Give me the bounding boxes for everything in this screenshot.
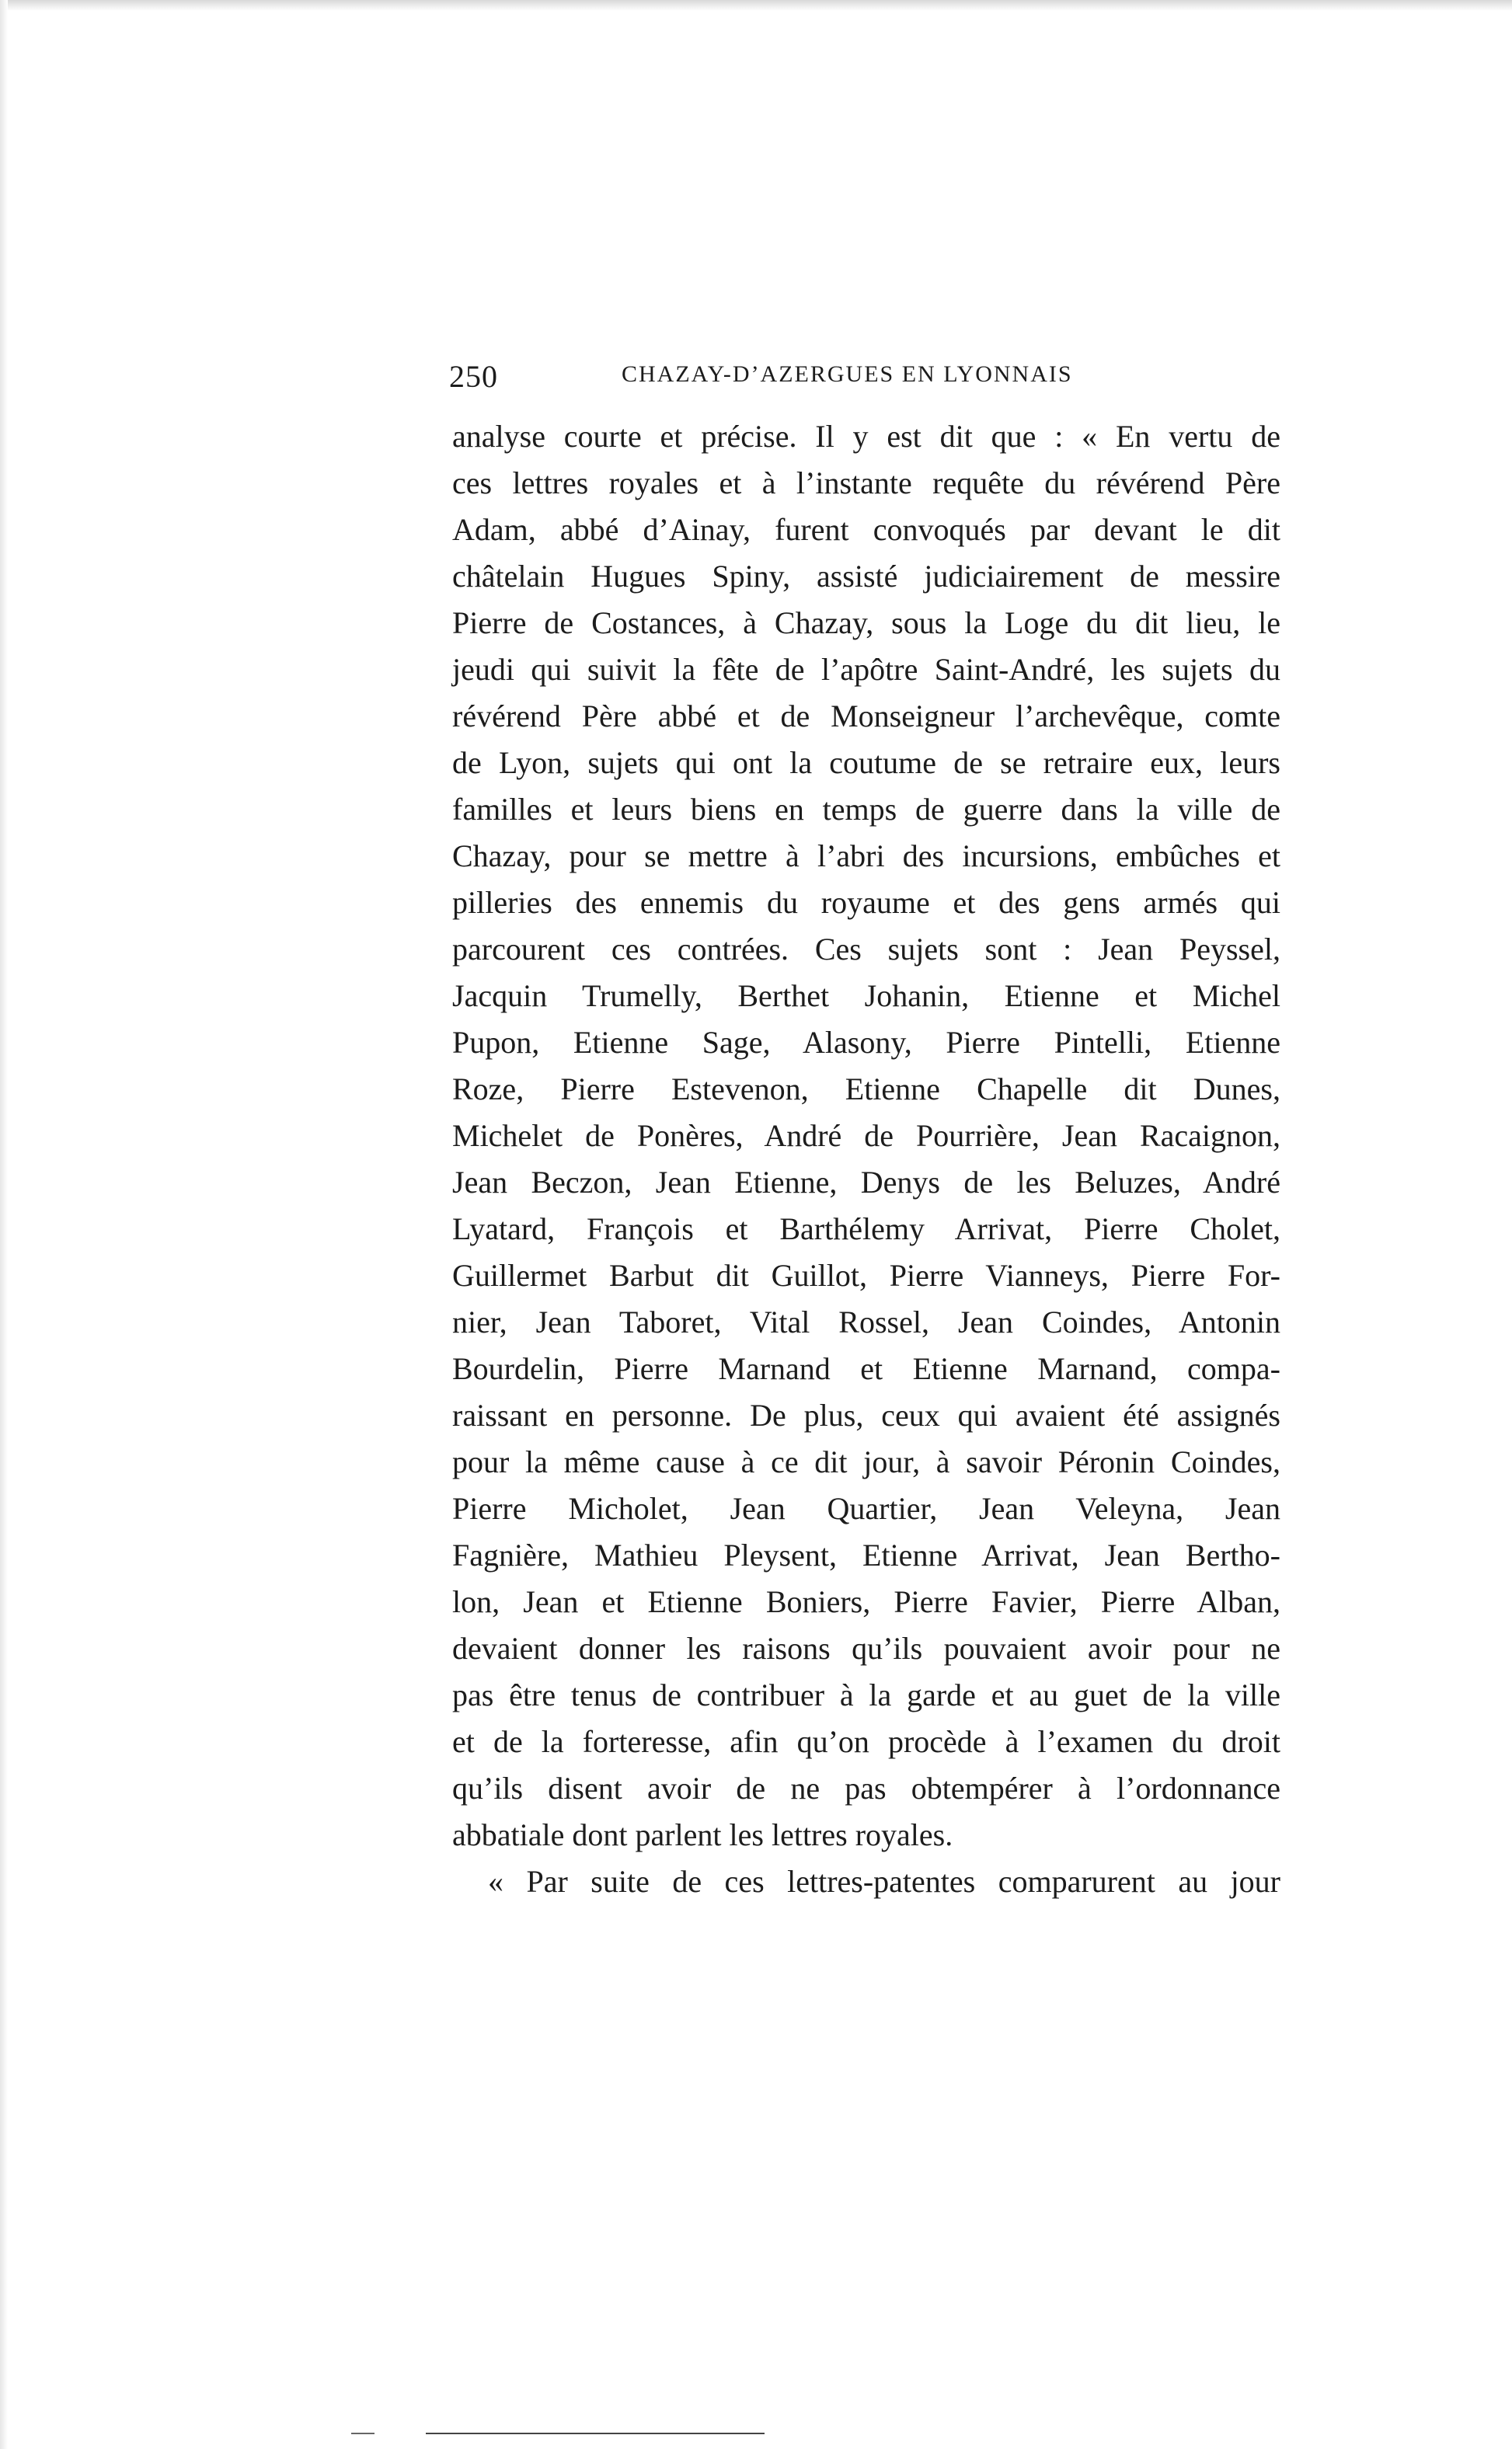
text-line: Jacquin Trumelly, Berthet Johanin, Etienne et Michel: [452, 978, 1280, 1013]
paragraph-start-line: « Par suite de ces lettres-patentes comparurent au jour: [488, 1864, 1280, 1899]
text-line: pour la même cause à ce dit jour, à savoir Péronin Coindes,: [452, 1444, 1280, 1479]
bottom-rule: [426, 2433, 765, 2434]
text-line: Roze, Pierre Estevenon, Etienne Chapelle dit Dunes,: [452, 1071, 1280, 1106]
text-line: analyse courte et précise. Il y est dit que : « En vertu de: [452, 419, 1280, 454]
text-line: Guillermet Barbut dit Guillot, Pierre Vianneys, Pierre For-: [452, 1258, 1280, 1293]
text-line: ces lettres royales et à l’instante requête du révérend Père: [452, 465, 1280, 500]
text-line: devaient donner les raisons qu’ils pouvaient avoir pour ne: [452, 1631, 1280, 1666]
text-line: nier, Jean Taboret, Vital Rossel, Jean Coindes, Antonin: [452, 1305, 1280, 1339]
bottom-rule-fragment: [351, 2433, 375, 2434]
text-line: Adam, abbé d’Ainay, furent convoqués par devant le dit: [452, 512, 1280, 547]
text-line: Pupon, Etienne Sage, Alasony, Pierre Pintelli, Etienne: [452, 1025, 1280, 1060]
running-header: [449, 354, 1280, 400]
text-line: jeudi qui suivit la fête de l’apôtre Saint-André, les sujets du: [452, 652, 1280, 687]
text-line: châtelain Hugues Spiny, assisté judiciairement de messire: [452, 559, 1280, 594]
text-line: Pierre Micholet, Jean Quartier, Jean Veleyna, Jean: [452, 1491, 1280, 1526]
text-line: Jean Beczon, Jean Etienne, Denys de les Beluzes, André: [452, 1165, 1280, 1200]
text-line: raissant en personne. De plus, ceux qui avaient été assignés: [452, 1398, 1280, 1433]
text-line: pilleries des ennemis du royaume et des gens armés qui: [452, 885, 1280, 920]
text-line: lon, Jean et Etienne Boniers, Pierre Favier, Pierre Alban,: [452, 1584, 1280, 1619]
text-line: révérend Père abbé et de Monseigneur l’archevêque, comte: [452, 698, 1280, 733]
text-line: et de la forteresse, afin qu’on procède à l’examen du droit: [452, 1724, 1280, 1759]
text-line: Michelet de Ponères, André de Pourrière, Jean Racaignon,: [452, 1118, 1280, 1153]
page-edge-shadow-left: [0, 0, 8, 2449]
page-number: 250: [449, 359, 498, 394]
text-line: Chazay, pour se mettre à l’abri des incursions, embûches et: [452, 838, 1280, 873]
page-edge-shadow-top: [0, 0, 1512, 11]
body-text: [452, 413, 1280, 1905]
text-line: de Lyon, sujets qui ont la coutume de se retraire eux, leurs: [452, 745, 1280, 780]
text-line: familles et leurs biens en temps de guerre dans la ville de: [452, 792, 1280, 827]
text-line: Lyatard, François et Barthélemy Arrivat, Pierre Cholet,: [452, 1211, 1280, 1246]
text-line: parcourent ces contrées. Ces sujets sont : Jean Peyssel,: [452, 932, 1280, 967]
paragraph-end-line: abbatiale dont parlent les lettres royales.: [452, 1817, 953, 1852]
running-title: CHAZAY-D’AZERGUES EN LYONNAIS: [622, 361, 1073, 387]
text-line: Bourdelin, Pierre Marnand et Etienne Marnand, compa-: [452, 1351, 1280, 1386]
text-line: pas être tenus de contribuer à la garde et au guet de la ville: [452, 1677, 1280, 1712]
text-line: Fagnière, Mathieu Pleysent, Etienne Arrivat, Jean Bertho-: [452, 1538, 1280, 1573]
text-line: qu’ils disent avoir de ne pas obtempérer à l’ordonnance: [452, 1771, 1280, 1806]
text-line: Pierre de Costances, à Chazay, sous la Loge du dit lieu, le: [452, 605, 1280, 640]
